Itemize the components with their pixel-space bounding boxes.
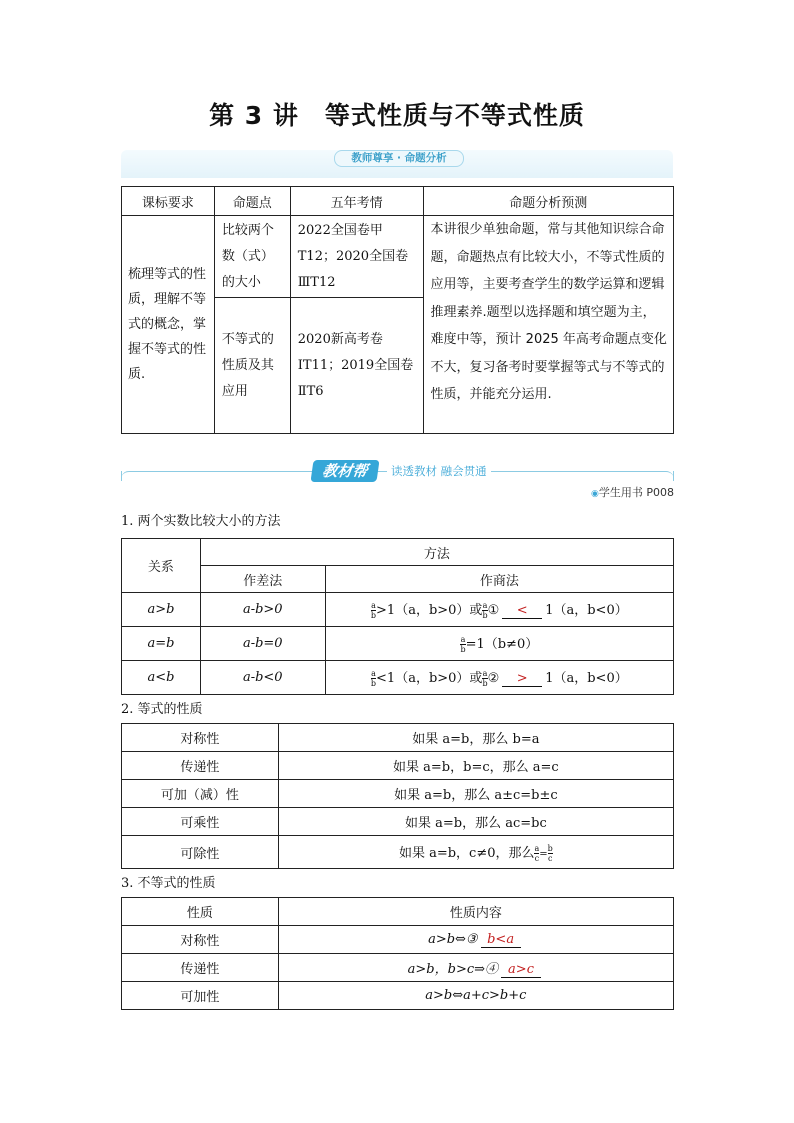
quot-lt: $\frac{a}{b}$ <1（a，b>0）或 $\frac{a}{b}$ ② > 1（a，b<0）: [325, 661, 673, 695]
eq-prop-content: 如果 a=b，b=c，那么 a=c: [278, 752, 673, 780]
textbook-badge: 教材帮: [310, 460, 379, 482]
section1-heading: 1. 两个实数比较大小的方法: [121, 514, 281, 529]
exam-compare: 2022全国卷甲T12；2020全国卷ⅢT12: [290, 216, 423, 298]
ineq-prop-content: a>b⇔a+c>b+c: [278, 982, 673, 1010]
answer-blank-2: >: [502, 671, 542, 687]
compare-table: [121, 538, 674, 695]
textbook-subtitle: 读透教材 融会贯通: [387, 463, 491, 479]
header-property-content: 性质内容: [278, 898, 673, 926]
relation-gt: a>b: [122, 593, 201, 627]
point-compare: 比较两个数（式）的大小: [214, 216, 290, 298]
diff-gt: a-b>0: [200, 593, 325, 627]
point-properties: 不等式的性质及其应用: [214, 298, 290, 434]
teacher-banner: [121, 150, 673, 178]
exam-properties: 2020新高考卷ⅠT11；2019全国卷ⅡT6: [290, 298, 423, 434]
ineq-prop-content: a>b，b>c⇒④ a>c: [278, 954, 673, 982]
quot-gt: $\frac{a}{b}$ >1（a，b>0）或 $\frac{a}{b}$ ① < 1（a，b<0）: [325, 593, 673, 627]
page-title: [0, 96, 794, 132]
ineq-prop-name: 可加性: [122, 982, 279, 1010]
answer-blank-3: b<a: [481, 932, 521, 948]
ineq-prop-name: 对称性: [122, 926, 279, 954]
relation-lt: a<b: [122, 661, 201, 695]
lecture-number: 第 3 讲: [209, 101, 299, 130]
relation-eq: a=b: [122, 627, 201, 661]
student-book-ref: ◉学生用书 P008: [591, 486, 674, 499]
header-point: 命题点: [214, 187, 290, 216]
answer-blank-4: a>c: [501, 962, 541, 978]
inequality-table: [121, 897, 674, 1010]
textbook-banner: [121, 456, 674, 484]
eq-prop-name: 可除性: [122, 836, 279, 869]
eq-prop-content: 如果 a=b，那么 a±c=b±c: [278, 780, 673, 808]
header-analysis: 命题分析预测: [423, 187, 673, 216]
bullet-icon: ◉: [591, 489, 599, 499]
analysis-table: [121, 186, 674, 434]
section3-heading: 3. 不等式的性质: [121, 876, 216, 891]
eq-prop-content: 如果 a=b，c≠0，那么 $\frac{a}{c}$ = $\frac{b}{c}$: [278, 836, 673, 869]
answer-blank-1: <: [502, 603, 542, 619]
eq-prop-name: 对称性: [122, 724, 279, 752]
quot-eq: $\frac{a}{b}$ =1（b≠0）: [325, 627, 673, 661]
header-quotient: 作商法: [325, 566, 673, 593]
equality-table: [121, 723, 674, 869]
diff-lt: a-b<0: [200, 661, 325, 695]
ineq-prop-content: a>b⇔③ b<a: [278, 926, 673, 954]
header-relation: 关系: [122, 539, 201, 593]
eq-prop-name: 可加（减）性: [122, 780, 279, 808]
lecture-title: 等式性质与不等式性质: [324, 101, 585, 130]
header-property: 性质: [122, 898, 279, 926]
eq-prop-content: 如果 a=b，那么 b=a: [278, 724, 673, 752]
ineq-prop-name: 传递性: [122, 954, 279, 982]
eq-prop-content: 如果 a=b，那么 ac=bc: [278, 808, 673, 836]
eq-prop-name: 传递性: [122, 752, 279, 780]
header-exams: 五年考情: [290, 187, 423, 216]
header-difference: 作差法: [200, 566, 325, 593]
header-method: 方法: [200, 539, 673, 566]
eq-prop-name: 可乘性: [122, 808, 279, 836]
diff-eq: a-b=0: [200, 627, 325, 661]
analysis-cell: 本讲很少单独命题，常与其他知识综合命题，命题热点有比较大小，不等式性质的应用等，主要考查学生的数学运算和逻辑推理素养.题型以选择题和填空题为主，难度中等，预计 2025 年高考命题点变化不大，复习备考时要掌握等式与不等式的性质，并能充分运用.: [423, 216, 673, 434]
section2-heading: 2. 等式的性质: [121, 702, 203, 717]
teacher-banner-label: 教师尊享 · 命题分析: [334, 150, 464, 167]
header-requirement: 课标要求: [122, 187, 215, 216]
requirement-cell: 梳理等式的性质，理解不等式的概念，掌握不等式的性质.: [122, 216, 215, 434]
